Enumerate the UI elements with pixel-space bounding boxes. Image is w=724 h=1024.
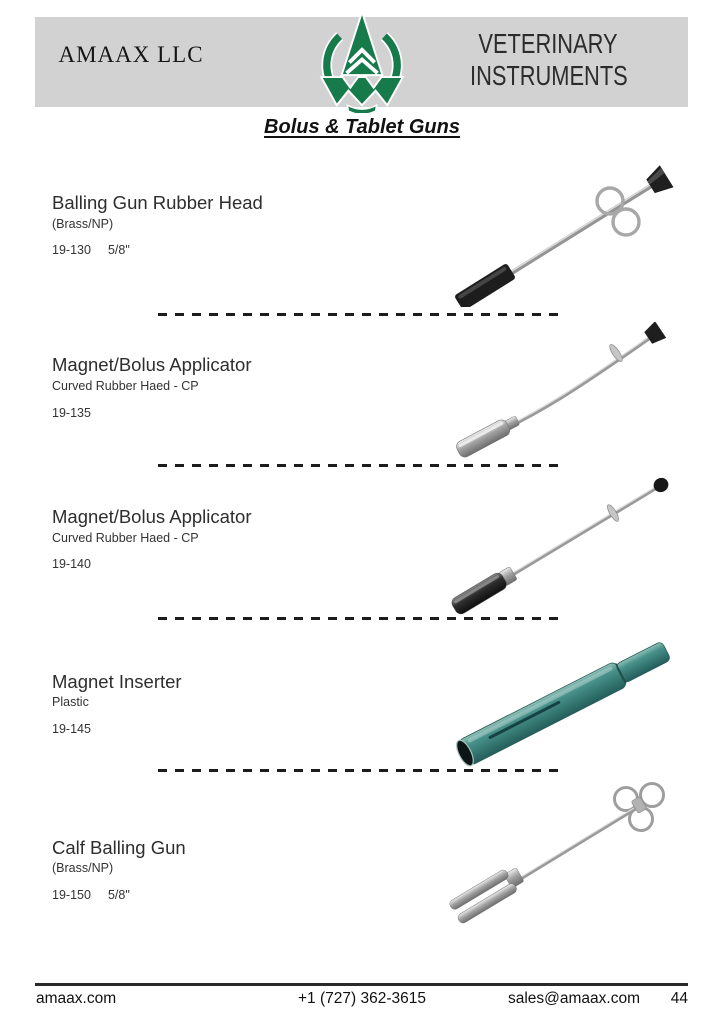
section-title: Bolus & Tablet Guns (264, 116, 460, 138)
product-code: 19-140 (52, 557, 91, 571)
product-code-line (52, 722, 108, 736)
product-image-balling-gun-rubber-head (445, 165, 710, 307)
product-name: Magnet/Bolus Applicator (52, 506, 252, 527)
product-code-line (52, 243, 130, 257)
footer-page-number: 44 (670, 990, 688, 1007)
catalog-title-line1: VETERINARY (478, 28, 618, 59)
product-name: Magnet/Bolus Applicator (52, 354, 252, 375)
dashed-separator (158, 617, 565, 620)
product-name: Magnet Inserter (52, 671, 182, 692)
product-code-line (52, 888, 130, 902)
footer (0, 990, 724, 1014)
product-code-line (52, 557, 108, 571)
product-material: Curved Rubber Haed - CP (52, 531, 199, 545)
product-name: Calf Balling Gun (52, 837, 186, 858)
catalog-title-line2: INSTRUMENTS (470, 60, 628, 92)
amaax-logo-icon (313, 11, 411, 113)
product-material: (Brass/NP) (52, 217, 114, 231)
product-code: 19-145 (52, 722, 91, 736)
footer-email: sales@amaax.com (507, 990, 640, 1007)
product-material: Curved Rubber Haed - CP (52, 379, 199, 393)
product-image-magnet-inserter (432, 628, 710, 770)
footer-website: amaax.com (36, 990, 117, 1007)
product-image-magnet-bolus-applicator-curved (442, 322, 710, 462)
product-code: 19-130 (52, 243, 91, 257)
product-size: 5/8" (107, 243, 130, 257)
dashed-separator (158, 313, 565, 316)
product-code: 19-150 (52, 888, 91, 902)
footer-rule (35, 983, 688, 986)
product-name: Balling Gun Rubber Head (52, 192, 263, 213)
dashed-separator (158, 464, 565, 467)
product-material: (Brass/NP) (52, 861, 114, 875)
product-size: 5/8" (107, 888, 130, 902)
company-name: AMAAX LLC (58, 42, 204, 67)
product-image-calf-balling-gun (432, 778, 710, 928)
dashed-separator (158, 769, 565, 772)
footer-phone: +1 (727) 362-3615 (298, 990, 426, 1007)
product-code-line (52, 406, 108, 420)
product-image-magnet-bolus-applicator-straight (442, 474, 710, 616)
product-material: Plastic (52, 695, 89, 709)
product-code: 19-135 (52, 406, 91, 420)
catalog-title (470, 28, 626, 93)
